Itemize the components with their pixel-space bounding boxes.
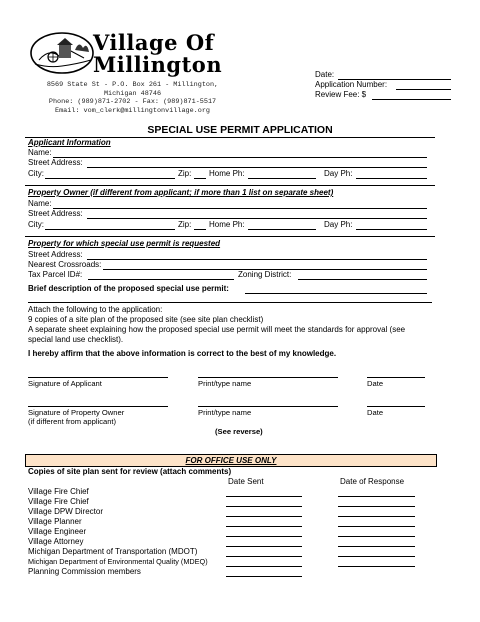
owner-signature-field[interactable] [28,406,168,407]
date-response-field[interactable] [338,546,415,547]
reviewer-name: Village Planner [28,517,82,526]
applicant-day-ph-label: Day Ph: [324,169,353,178]
owner-city-field[interactable] [45,229,175,230]
col-date-response: Date of Response [340,477,405,486]
applicant-city-label: City: [28,169,44,178]
date-sent-field[interactable] [226,536,302,537]
signature-owner-label: Signature of Property Owner [28,408,125,417]
village-logo [25,28,265,80]
address-block [20,81,245,115]
office-use-banner [25,454,437,467]
reviewer-name: Michigan Department of Transportation (MDOT) [28,547,198,556]
logo-line-2: Millington [93,52,223,77]
zoning-field[interactable] [298,279,427,280]
reviewer-name: Planning Commission members [28,567,141,576]
date-sent-field[interactable] [226,566,302,567]
date-response-field[interactable] [338,496,415,497]
date-sent-field[interactable] [226,496,302,497]
section-divider-2 [25,236,435,237]
attach-line-1: Attach the following to the application: [28,305,163,314]
applicant-street-label: Street Address: [28,158,83,167]
applicant-city-field[interactable] [45,178,175,179]
email: Email: vom_clerk@millingtonvillage.org [55,106,210,115]
applicant-street-field[interactable] [87,167,427,168]
tax-parcel-label: Tax Parcel ID#: [28,270,83,279]
property-street-label: Street Address: [28,250,83,259]
owner-note: (if different from applicant) [28,417,117,426]
applicant-heading: Applicant Information [28,138,111,147]
owner-zip-field[interactable] [194,229,206,230]
section-divider-1 [25,185,435,186]
attach-line-3b: special land use checklist). [28,335,124,344]
review-fee-label: Review Fee: $ [315,90,367,99]
property-street-field[interactable] [87,259,427,260]
reviewer-name: Village Fire Chief [28,487,89,496]
brief-description-field-2[interactable] [28,302,432,303]
reviewer-name: Village Engineer [28,527,87,536]
owner-day-ph-field[interactable] [356,229,427,230]
owner-name-field[interactable] [53,208,427,209]
form-title: SPECIAL USE PERMIT APPLICATION [147,124,333,136]
reviewer-name: Michigan Department of Environmental Quality (MDEQ) [28,557,208,566]
date-response-field[interactable] [338,566,415,567]
date-response-field[interactable] [338,506,415,507]
applicant-day-ph-field[interactable] [356,178,427,179]
property-heading: Property for which special use permit is requested [28,239,221,248]
owner-heading: Property Owner (if different from applicant; if more than 1 list on separate sheet) [28,188,334,197]
applicant-name-label: Name: [28,148,52,157]
date-label: Date: [315,70,335,79]
zoning-label: Zoning District: [238,270,292,279]
brief-description-label: Brief description of the proposed special use permit: [28,284,229,293]
date-sent-field[interactable] [226,576,302,577]
mill-emblem-icon [29,30,95,76]
date-sent-field[interactable] [226,526,302,527]
crossroads-label: Nearest Crossroads: [28,260,102,269]
date-sent-field[interactable] [226,546,302,547]
applicant-home-ph-label: Home Ph: [209,169,245,178]
copies-heading: Copies of site plan sent for review (attach comments) [28,467,232,476]
owner-home-ph-label: Home Ph: [209,220,245,229]
applicant-name-field[interactable] [53,157,427,158]
signature-applicant-label: Signature of Applicant [28,379,102,388]
date-response-field[interactable] [338,556,415,557]
application-number-field[interactable] [396,89,451,90]
date-response-field[interactable] [338,516,415,517]
applicant-date-field[interactable] [367,377,425,378]
applicant-signature-field[interactable] [28,377,168,378]
office-use-title: FOR OFFICE USE ONLY [185,456,277,465]
applicant-zip-field[interactable] [194,178,206,179]
owner-street-field[interactable] [87,218,427,219]
date-sent-field[interactable] [226,516,302,517]
logo-line-1: Village Of [93,30,215,55]
date-label-2: Date [367,408,384,417]
date-sent-field[interactable] [226,506,302,507]
review-fee-field[interactable] [372,99,451,100]
owner-zip-label: Zip: [178,220,192,229]
applicant-zip-label: Zip: [178,169,192,178]
affirmation: I hereby affirm that the above information is correct to the best of my knowledge. [28,349,337,358]
applicant-home-ph-field[interactable] [248,178,316,179]
tax-parcel-field[interactable] [88,279,234,280]
reviewer-name: Village DPW Director [28,507,103,516]
date-response-field[interactable] [338,536,415,537]
print-name-label-2: Print/type name [198,408,252,417]
reviewer-name: Village Fire Chief [28,497,89,506]
see-reverse: (See reverse) [215,427,263,436]
col-date-sent: Date Sent [228,477,264,486]
date-response-field[interactable] [338,526,415,527]
address-line-1: 8569 State St - P.O. Box 261 - Millington, [46,81,219,89]
owner-city-label: City: [28,220,44,229]
print-name-label-1: Print/type name [198,379,252,388]
application-number-label: Application Number: [315,80,388,89]
owner-print-field[interactable] [198,406,338,407]
applicant-print-field[interactable] [198,377,338,378]
owner-street-label: Street Address: [28,209,83,218]
reviewer-name: Village Attorney [28,537,84,546]
date-sent-field[interactable] [226,556,302,557]
attach-line-3a: A separate sheet explaining how the proposed special use permit will meet the standards for approval (see [28,325,406,334]
phone-fax: Phone: (989)871-2702 - Fax: (989)871-5517 [48,98,217,107]
date-label-1: Date [367,379,384,388]
owner-day-ph-label: Day Ph: [324,220,353,229]
owner-home-ph-field[interactable] [248,229,316,230]
attach-line-2: 9 copies of a site plan of the proposed site (see site plan checklist) [28,315,264,324]
brief-description-field-1[interactable] [245,293,427,294]
address-line-2: Michigan 48746 [103,89,162,98]
owner-name-label: Name: [28,199,52,208]
owner-date-field[interactable] [367,406,425,407]
